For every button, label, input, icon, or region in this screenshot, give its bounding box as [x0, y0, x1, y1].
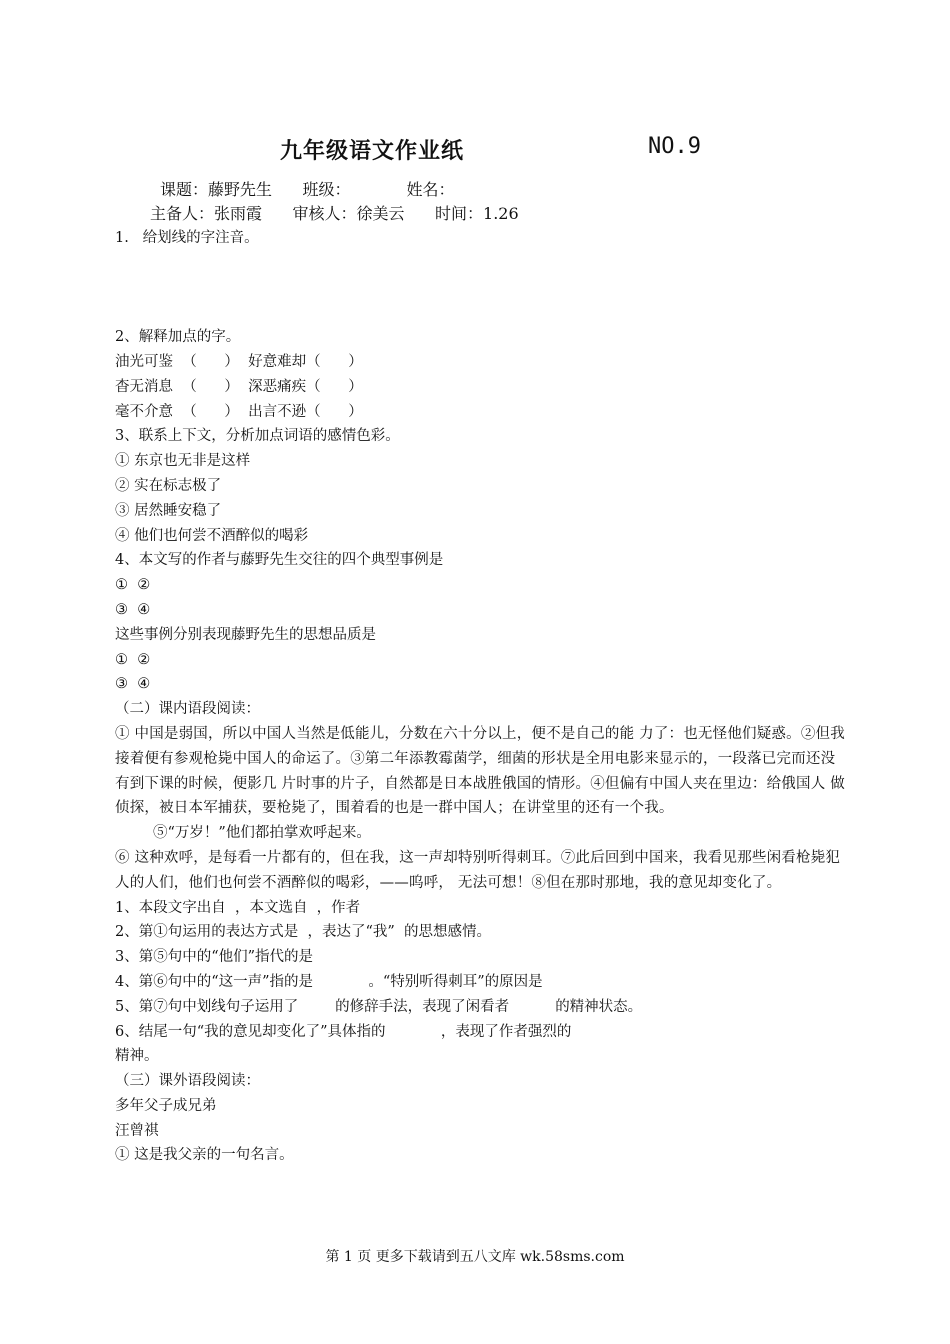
q3-line: ④ 他们也何尝不酒醉似的喝彩	[115, 527, 309, 544]
reading-in-question: 3、第⑤句中的“他们”指代的是	[115, 949, 314, 966]
q4-sub-heading: 这些事例分别表现藤野先生的思想品质是	[115, 626, 376, 643]
q1-row-1	[115, 251, 845, 276]
reading-in-paragraph-1: ① 中国是弱国，所以中国人当然是低能儿，分数在六十分以上，便不是自己的能 力了：也无怪他们疑惑。②但我接着便有参观枪毙中国人的命运了。③第二年添教霉菌学，细菌的形状是全用电影来显示的，一段落已完而还没有到下课的时候，便影几 片时事的片子，自然都是日本战胜俄国的情形。④但偏有中国人夹在里边：给俄国人 做侦探，被日本军捕获，要枪毙了，围着看的也是一群中国人；在讲堂里的还有一个我。	[115, 725, 845, 817]
page-title: 九年级语文作业纸	[280, 138, 465, 164]
page-footer: 第 1 页 更多下载请到五八文库 wk.58sms.com	[325, 1249, 625, 1265]
essay-author: 汪曾祺	[115, 1122, 159, 1139]
essay-first-line: ① 这是我父亲的一句名言。	[115, 1147, 294, 1164]
reading-in-paragraph-2: ⑤“万岁！”他们都拍掌欢呼起来。	[153, 825, 371, 842]
lesson-info-line: 课题：藤野先生 班级： 姓名：	[160, 180, 455, 199]
q2-heading: 2、解释加点的字。	[115, 329, 241, 346]
q4-heading: 4、本文写的作者与藤野先生交往的四个典型事例是	[115, 552, 444, 569]
reading-out-heading: （三）课外语段阅读：	[115, 1073, 260, 1090]
q3-line: ② 实在标志极了	[115, 477, 222, 494]
reading-in-question: 2、第①句运用的表达方式是 ，表达了“我” 的思想感情。	[115, 924, 491, 941]
essay-title: 多年父子成兄弟	[115, 1097, 217, 1114]
q2-line: 油光可鉴 （ ） 好意难却（ ）	[115, 353, 363, 370]
reading-in-question: 4、第⑥句中的“这一声”指的是 。“特别听得刺耳”的原因是	[115, 973, 543, 990]
q3-heading: 3、联系上下文，分析加点词语的感情色彩。	[115, 428, 400, 445]
reading-in-question: 6、结尾一句“我的意见却变化了”具体指的 ，表现了作者强烈的	[115, 1023, 572, 1040]
q4-answer-line: ③ ④	[115, 601, 151, 618]
author-info-line: 主备人：张雨霞 审核人：徐美云 时间：1.26	[150, 204, 519, 223]
reading-in-question: 5、第⑦句中划线句子运用了 的修辞手法，表现了闲看者 的精神状态。	[115, 998, 643, 1015]
worksheet-body	[115, 226, 845, 1168]
q1-row-2	[115, 276, 845, 301]
q2-line: 毫不介意 （ ） 出言不逊（ ）	[115, 403, 363, 420]
q2-line: 杳无消息 （ ） 深恶痛疾（ ）	[115, 378, 363, 395]
document-number: NO.9	[648, 134, 701, 159]
q3-line: ③ 居然睡安稳了	[115, 502, 222, 519]
q1-row-3	[115, 300, 845, 325]
q4-answer-line: ① ②	[115, 577, 151, 594]
reading-in-question: 1、本段文字出自 ，本文选自 ，作者	[115, 899, 361, 916]
q3-line: ① 东京也无非是这样	[115, 453, 251, 470]
q4-answer-line: ① ②	[115, 651, 151, 668]
reading-in-paragraph-3: ⑥ 这种欢呼，是每看一片都有的，但在我，这一声却特别听得刺耳。⑦此后回到中国来，我看见那些闲看枪毙犯人的人们，他们也何尝不酒醉似的喝彩，——呜呼， 无法可想！⑧但在那时那地，我的意见却变化了。	[115, 849, 841, 891]
q4-answer-line: ③ ④	[115, 676, 151, 693]
q1-heading: 1. 给划线的字注音。	[115, 230, 259, 246]
reading-in-question: 精神。	[115, 1048, 159, 1065]
reading-in-heading: （二）课内语段阅读：	[115, 701, 260, 718]
